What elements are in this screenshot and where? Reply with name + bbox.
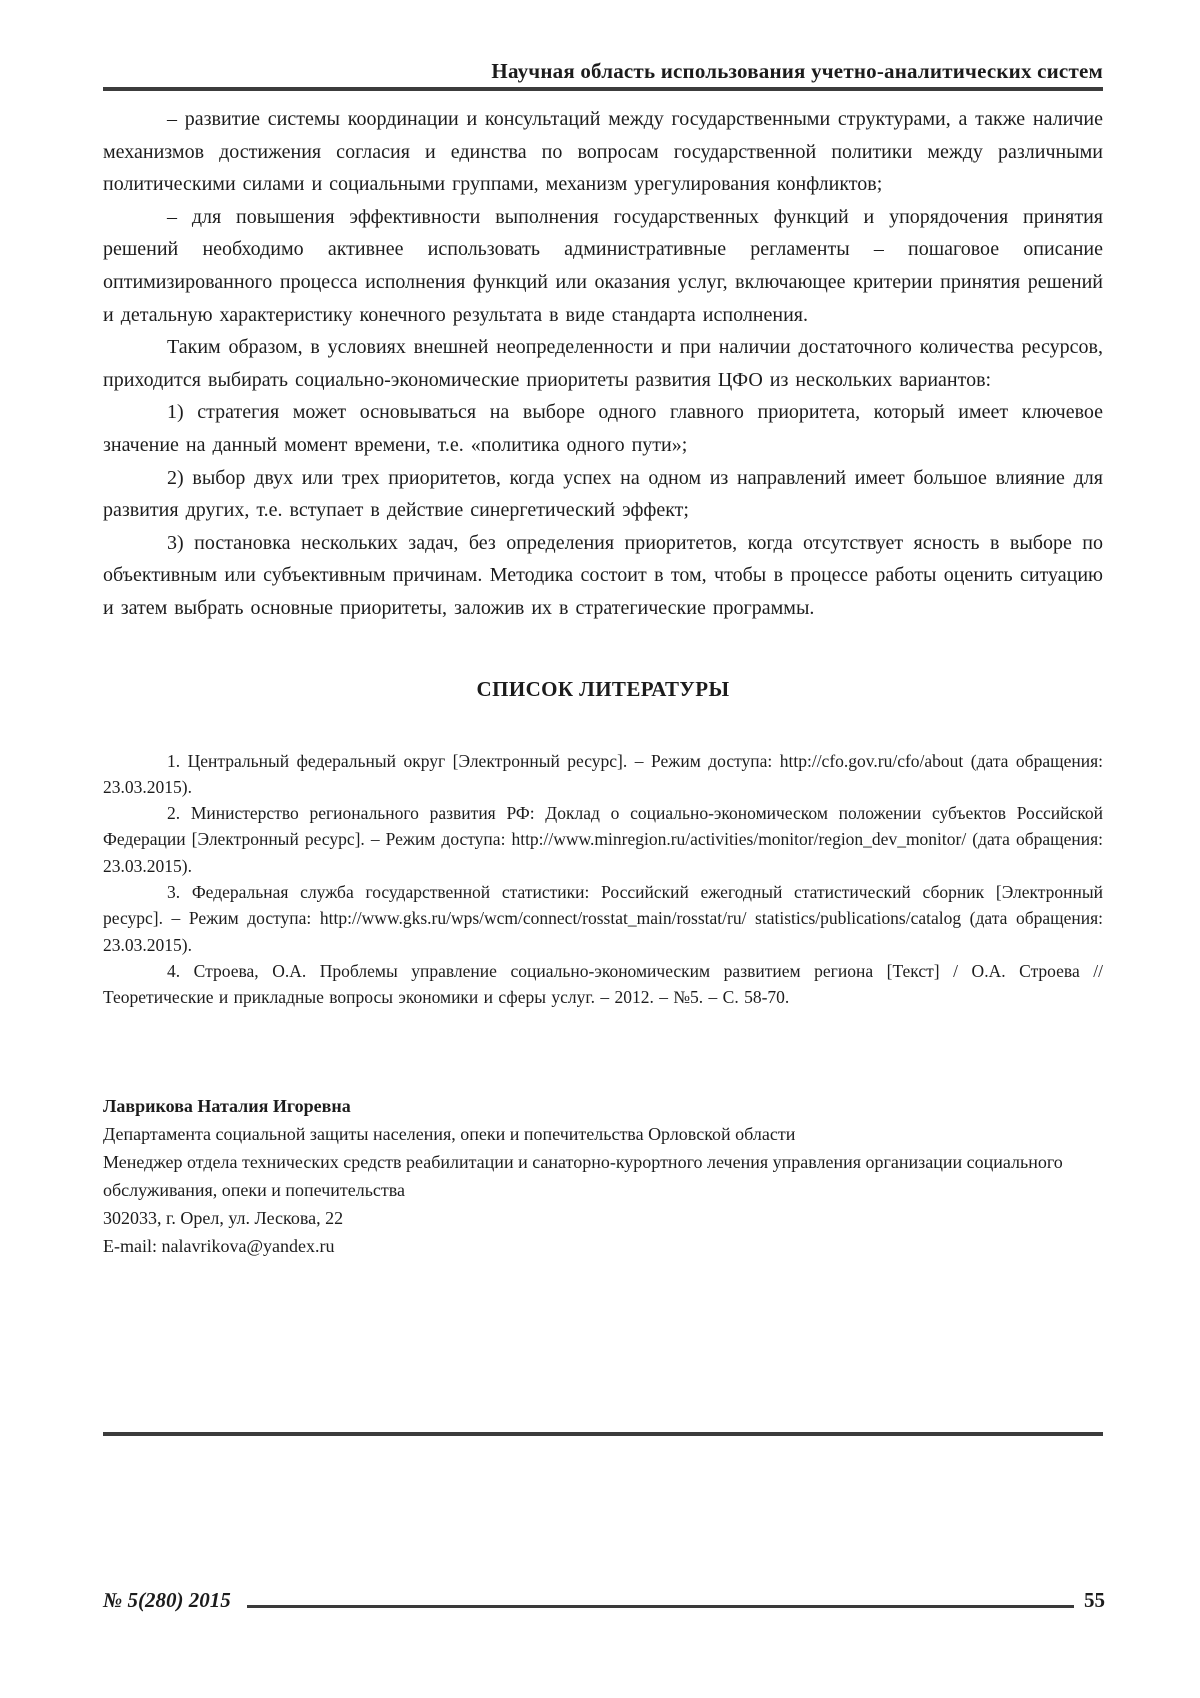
body-paragraph: – развитие системы координации и консультаций между государственными структурами, а также наличие механизмов достижения согласия и единства по вопросам государственной политики между различными политическими силами и социальными группами, механизм урегулирования конфликтов; [103,108,1103,196]
body-paragraph: 2) выбор двух или трех приоритетов, когда успех на одном из направлений имеет большое влияние для развития других, т.е. вступает в действие синергетический эффект; [103,466,1103,522]
body-paragraph: – для повышения эффективности выполнения государственных функций и упорядочения принятия решений необходимо активнее использовать административные регламенты – пошаговое описание оптимизированного процесса исполнения функций или оказания услуг, включающее критерии принятия решений и детальную характеристику конечного результата в виде стандарта исполнения. [103,205,1103,326]
author-block [103,1092,1103,1260]
reference-item: 4. Строева, О.А. Проблемы управление социально-экономическим развитием региона [Текст] / О.А. Строева // Теоретические и прикладные вопросы экономики и сферы услуг. – 2012. – №5. – С. 58-70. [103,960,1103,1008]
footer-rule [247,1605,1074,1608]
running-header-title: Научная область использования учетно-аналитических систем [491,59,1103,83]
references-heading: СПИСОК ЛИТЕРАТУРЫ [476,676,730,701]
body-paragraph: Таким образом, в условиях внешней неопределенности и при наличии достаточного количества ресурсов, приходится выбирать социально-экономические приоритеты развития ЦФО из нескольких вариантов: [103,336,1103,391]
article-body [103,103,1103,625]
author-address: 302033, г. Орел, ул. Лескова, 22 [103,1208,344,1229]
reference-item: 1. Центральный федеральный округ [Электронный ресурс]. – Режим доступа: http://cfo.gov.ru/cfo/about (дата обращения: 23.03.2015). [103,750,1103,797]
body-paragraph: 3) постановка нескольких задач, без определения приоритетов, когда отсутствует ясность в выборе по объективным или субъективным причинам. Методика состоит в том, чтобы в процессе работы оценить ситуацию и затем выбрать основные приоритеты, заложив их в стратегические программы. [103,531,1103,619]
author-affiliation: Департамента социальной защиты населения, опеки и попечительства Орловской области [103,1124,796,1145]
page-footer [103,1588,1105,1613]
issue-label: № 5(280) 2015 [103,1588,231,1612]
bottom-divider [103,1432,1103,1436]
author-name: Лаврикова Наталия Игоревна [103,1096,351,1117]
reference-item: 3. Федеральная служба государственной статистики: Российский ежегодный статистический сборник [Электронный ресурс]. – Режим доступа: http://www.gks.ru/wps/wcm/connect/rosstat_main/rosstat/ru/ statistics/publications/catalog (дата обращения: 23.03.2015). [103,881,1103,955]
reference-item: 2. Министерство регионального развития РФ: Доклад о социально-экономическом положении субъектов Российской Федерации [Электронный ресурс]. – Режим доступа: http://www.minregion.ru/activities/monitor/region_dev_monitor/ (дата обращения: 23.03.2015). [103,803,1103,876]
references-list [103,748,1103,1011]
body-paragraph: 1) стратегия может основываться на выборе одного главного приоритета, который имеет ключевое значение на данный момент времени, т.е. «политика одного пути»; [103,401,1103,456]
running-header [103,58,1103,91]
author-position: Менеджер отдела технических средств реабилитации и санаторно-курортного лечения управления организации социального обслуживания, опеки и попечительства [103,1152,1063,1201]
author-email: E-mail: nalavrikova@yandex.ru [103,1236,335,1257]
page-number: 55 [1084,1588,1105,1612]
